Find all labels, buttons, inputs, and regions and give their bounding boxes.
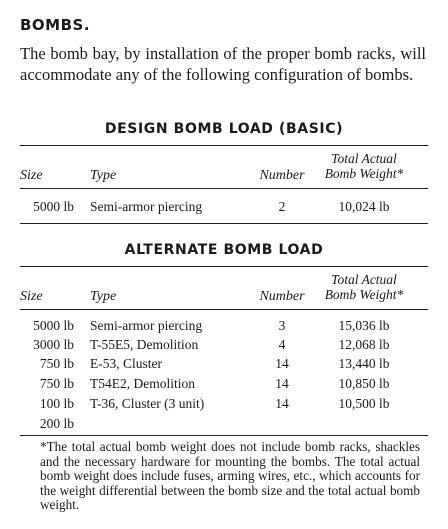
alternate-header-rule bbox=[20, 309, 428, 310]
alternate-row-size: 3000 lb bbox=[33, 337, 74, 352]
design-row-weight: 10,024 lb bbox=[338, 199, 390, 214]
alternate-row-weight: 10,500 lb bbox=[338, 396, 390, 411]
section-title: BOMBS. bbox=[20, 16, 91, 34]
alternate-row-size: 5000 lb bbox=[33, 318, 74, 333]
design-row-number: 2 bbox=[278, 199, 286, 214]
intro-paragraph: The bomb bay, by installation of the proper bomb racks, will accommodate any of the following configuration of bombs. bbox=[20, 44, 426, 84]
alternate-row-weight: 13,440 lb bbox=[338, 356, 390, 371]
alternate-header-weight-line1: Total Actual bbox=[331, 272, 397, 287]
design-table-title: DESIGN BOMB LOAD (BASIC) bbox=[104, 121, 344, 137]
alternate-table-title: ALTERNATE BOMB LOAD bbox=[124, 242, 324, 258]
alternate-header-size: Size bbox=[20, 289, 43, 304]
alternate-row-weight: 15,036 lb bbox=[338, 318, 390, 333]
alternate-row-size: 100 lb bbox=[39, 396, 74, 411]
alternate-row-weight: 12,068 lb bbox=[338, 337, 390, 352]
alternate-row-type: E-53, Cluster bbox=[90, 356, 162, 371]
design-header-weight-line2: Bomb Weight* bbox=[324, 166, 404, 181]
alternate-row-size: 750 lb bbox=[39, 376, 74, 391]
alternate-bottom-rule bbox=[20, 435, 428, 436]
alternate-row-number: 14 bbox=[275, 376, 289, 391]
alternate-row-number: 4 bbox=[278, 337, 286, 352]
alternate-header-weight-line2: Bomb Weight* bbox=[324, 287, 404, 302]
alternate-header-type: Type bbox=[90, 289, 117, 304]
design-bottom-rule bbox=[20, 223, 428, 224]
alternate-row-size: 750 lb bbox=[39, 356, 74, 371]
design-row-type: Semi-armor piercing bbox=[90, 199, 203, 214]
footnote: *The total actual bomb weight does not include bomb racks, shackles and the necessary hardware for mounting the bombs. The total actual bomb weight does include fuses, arming wires, etc., which accounts for the weight differential between the bomb size and the total actual bomb weight. bbox=[40, 439, 420, 512]
design-header-size: Size bbox=[20, 168, 43, 183]
alternate-row-number: 3 bbox=[278, 318, 286, 333]
alternate-row-type: Semi-armor piercing bbox=[90, 318, 203, 333]
alternate-header-number: Number bbox=[259, 289, 305, 304]
design-header-rule bbox=[20, 188, 428, 189]
alternate-row-type: T-36, Cluster (3 unit) bbox=[90, 396, 205, 411]
design-row-size: 5000 lb bbox=[33, 199, 74, 214]
design-top-rule bbox=[20, 145, 428, 146]
alternate-row-type: T-55E5, Demolition bbox=[90, 337, 199, 352]
design-header-weight-line1: Total Actual bbox=[331, 151, 397, 166]
design-header-number: Number bbox=[259, 168, 305, 183]
alternate-row-size: 200 lb bbox=[39, 416, 74, 431]
alternate-row-number: 14 bbox=[275, 396, 289, 411]
alternate-row-weight: 10,850 lb bbox=[338, 376, 390, 391]
design-header-type: Type bbox=[90, 168, 117, 183]
alternate-row-number: 14 bbox=[275, 356, 289, 371]
alternate-top-rule bbox=[20, 266, 428, 267]
alternate-row-type: T54E2, Demolition bbox=[90, 376, 195, 391]
